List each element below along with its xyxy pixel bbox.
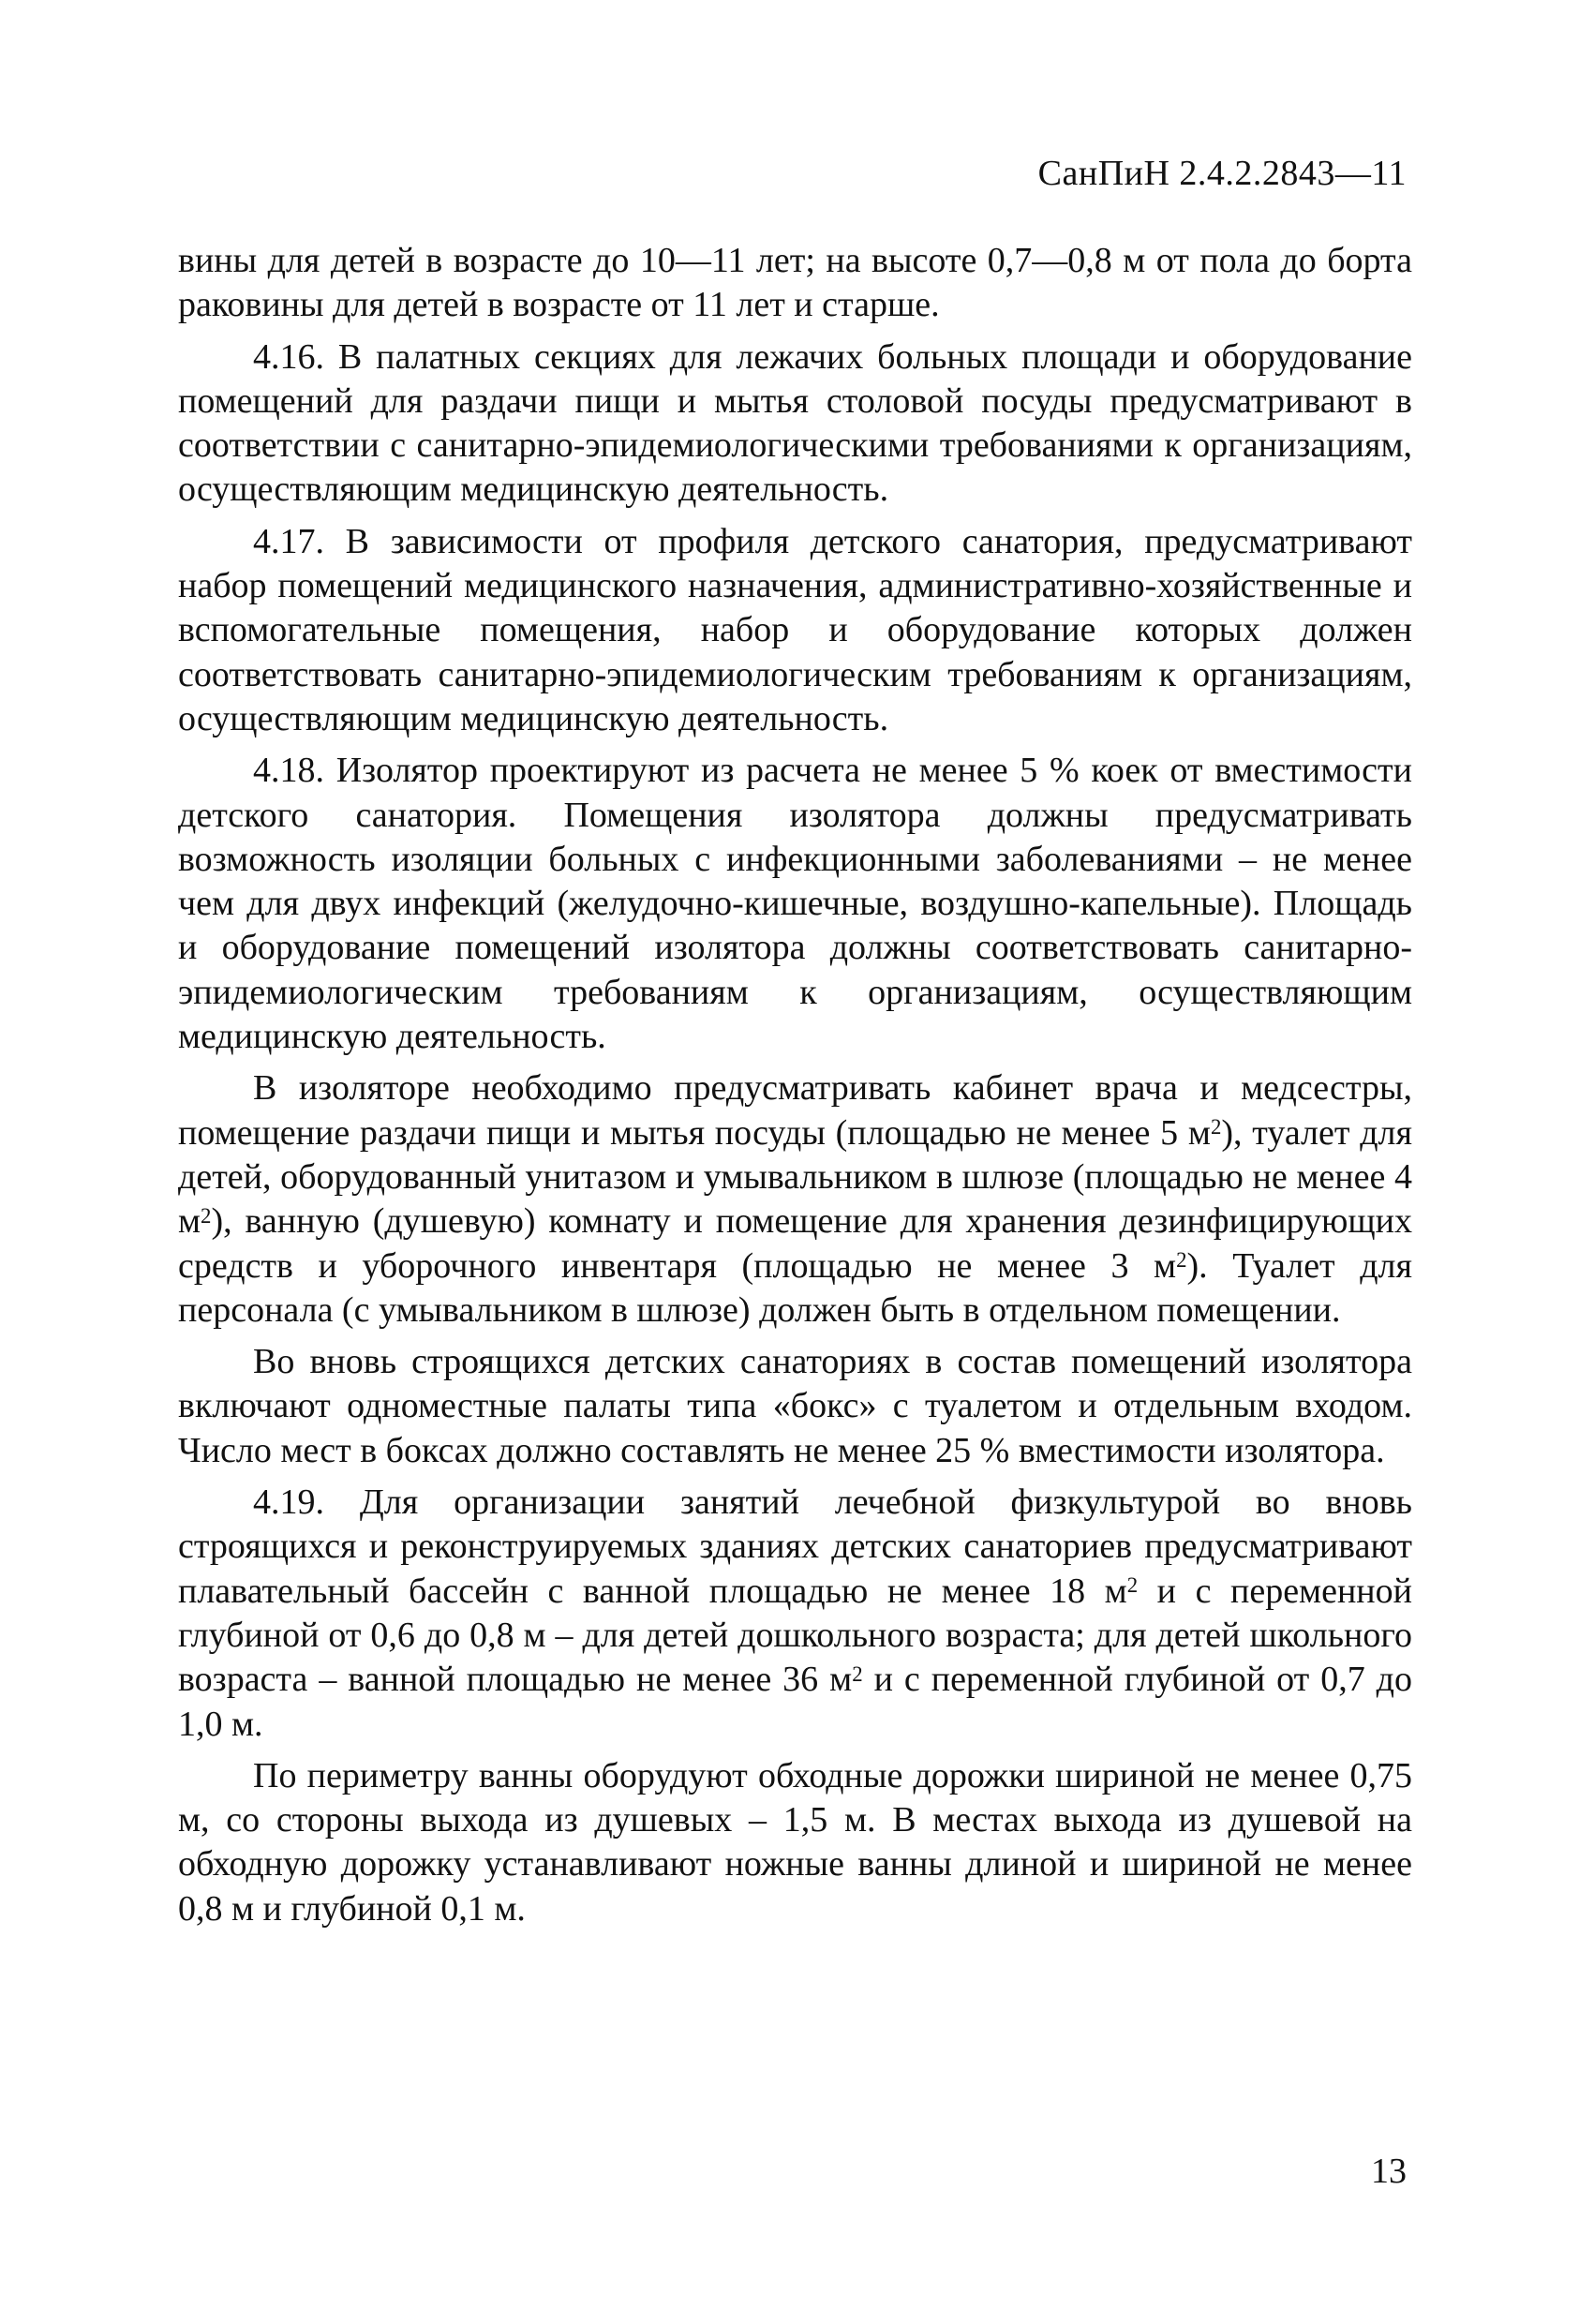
paragraph-4-18: 4.18. Изолятор проектируют из расчета не менее 5 % коек от вместимости детского санатория. Помещения изолятора должны предусматривать возможность изоляции больных с инфекционными заболеваниями – не менее чем для двух инфекций (желудочно-кишечные, воздушно-капельные). Площадь и оборудование помещений изолятора должны соответствовать санитарно-эпидемиологическим требованиям к организациям, осуществляющим медицинскую деятельность. <box>178 751 1412 1057</box>
text-run: ), туалет для детей, оборудованный унитазом и умывальником в шлюзе (площадью не менее 4 м <box>178 1112 1413 1242</box>
text-run: и с переменной глубиной от 0,7 до 1,0 м. <box>178 1660 1413 1744</box>
body-text <box>178 239 1412 1931</box>
paragraph-4-17: 4.17. В зависимости от профиля детского санатория, предусматривают набор помещений медицинского назначения, административно-хозяйственные и вспомогательные помещения, набор и оборудование которых должен соответствовать санитарно-эпидемиологическим требованиям к организациям, осуществляющим медицинскую деятельность. <box>178 521 1412 738</box>
text-run: ). Туалет для персонала (с умывальником в шлюзе) должен быть в отдельном помещении. <box>178 1245 1412 1330</box>
superscript: 2 <box>1210 1115 1222 1140</box>
paragraph-isolator-rooms <box>178 1066 1412 1333</box>
page-number: 13 <box>1371 2152 1407 2191</box>
paragraph-box-wards: Во вновь строящихся детских санаториях в состав помещений изолятора включают одноместные палаты типа «бокс» с туалетом и отдельным входом. Число мест в боксах должно составлять не менее 25 % вместимости изолятора. <box>178 1342 1412 1470</box>
running-header: СанПиН 2.4.2.2843—11 <box>1037 154 1407 193</box>
text-run: и с переменной глубиной от 0,6 до 0,8 м – для детей дошкольного возраста; для детей школьного возраста – ванной площадью не менее 36 м <box>178 1571 1412 1700</box>
superscript: 2 <box>1126 1573 1139 1598</box>
text-run: В изоляторе необходимо предусматривать кабинет врача и медсестры, помещение раздачи пищи и мытья посуды (площадью не менее 5 м <box>178 1068 1412 1153</box>
superscript: 2 <box>201 1203 212 1228</box>
superscript: 2 <box>852 1661 863 1686</box>
text-run: ), ванную (душевую) комнату и помещение для хранения дезинфицирующих средств и уборочного инвентаря (площадью не менее 3 м <box>178 1201 1412 1286</box>
text-run: 4.19. Для организации занятий лечебной физкультурой во вновь строящихся и реконструируемых зданиях детских санаториев предусматривают плавательный бассейн с ванной площадью не менее 18 м <box>178 1482 1412 1611</box>
paragraph-4-16: 4.16. В палатных секциях для лежачих больных площади и оборудование помещений для раздачи пищи и мытья столовой посуды предусматривают в соответствии с санитарно-эпидемиологическими требованиями к организациям, осуществляющим медицинскую деятельность. <box>178 336 1412 510</box>
paragraph-continuation: вины для детей в возрасте до 10—11 лет; на высоте 0,7—0,8 м от пола до борта раковины для детей в возрасте от 11 лет и старше. <box>178 241 1412 325</box>
superscript: 2 <box>1176 1248 1187 1273</box>
paragraph-pool-walkways: По периметру ванны оборудуют обходные дорожки шириной не менее 0,75 м, со стороны выхода из душевых – 1,5 м. В местах выхода из душевой на обходную дорожку устанавливают ножные ванны длиной и шириной не менее 0,8 м и глубиной 0,1 м. <box>178 1755 1412 1929</box>
paragraph-4-19 <box>178 1481 1412 1747</box>
